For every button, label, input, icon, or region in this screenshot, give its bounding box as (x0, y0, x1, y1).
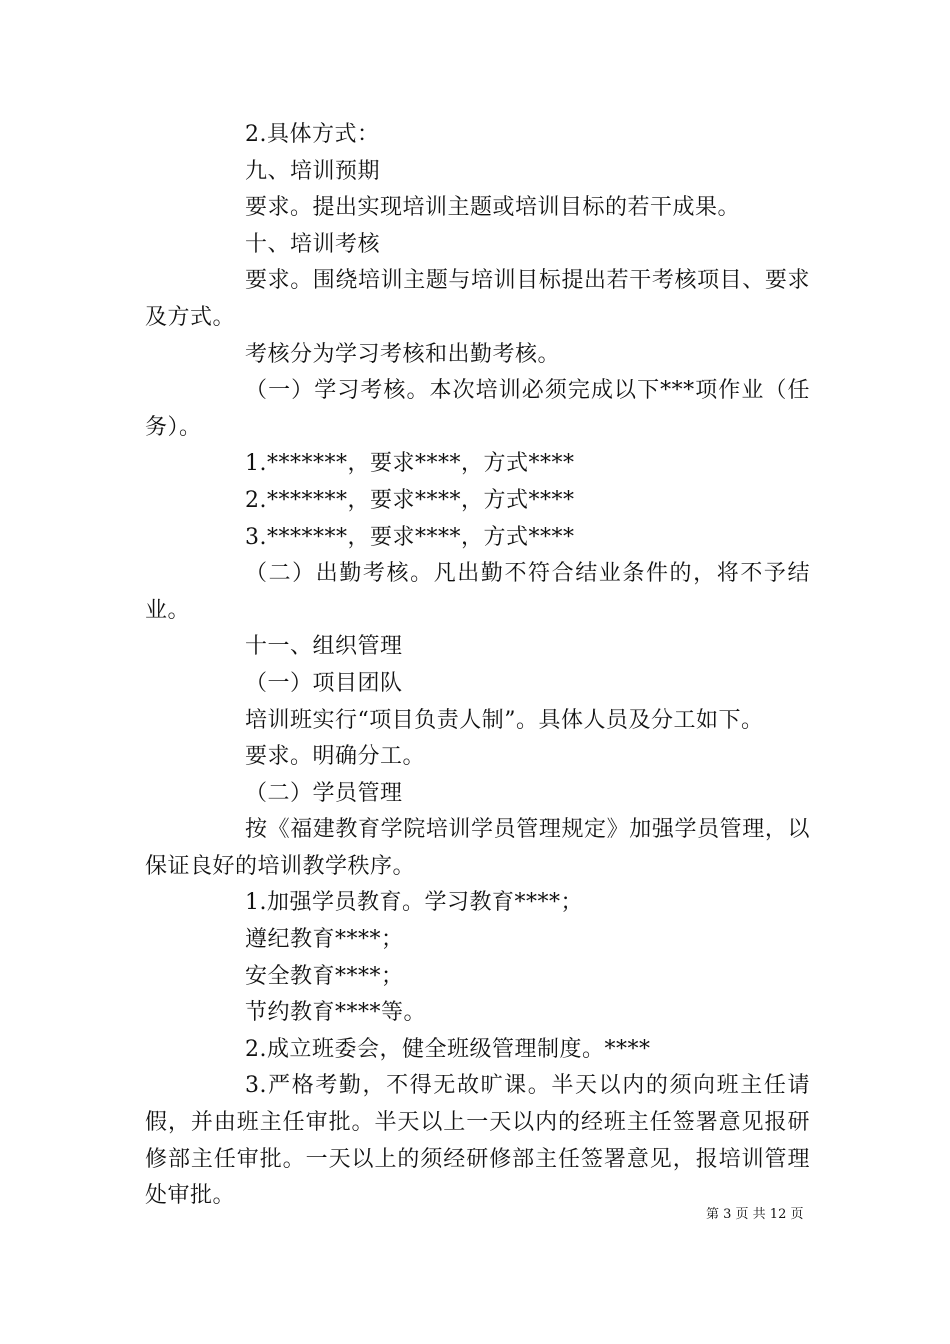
section-heading: 十、培训考核 (245, 231, 381, 257)
list-item: 1.加强学员教育。学习教育****； (245, 890, 583, 916)
paragraph: 2.具体方式： (245, 122, 380, 147)
subsection-heading: （一）项目团队 (245, 670, 403, 696)
paragraph: 要求。明确分工。 (245, 744, 426, 770)
paragraph: 按《福建教育学院培训学员管理规定》加强学员管理，以保证良好的培训教学秩序。 (145, 817, 810, 879)
paragraph: 培训班实行“项目负责人制”。具体人员及分工如下。 (245, 707, 764, 733)
paragraph: （二）出勤考核。凡出勤不符合结业条件的，将不予结业。 (145, 561, 810, 623)
list-item: 2.成立班委会，健全班级管理制度。**** (245, 1036, 651, 1062)
section-heading: 九、培训预期 (245, 158, 381, 184)
subsection-heading: （二）学员管理 (245, 780, 403, 806)
section-heading: 十一、组织管理 (245, 634, 403, 660)
list-item: 3.严格考勤，不得无故旷课。半天以内的须向班主任请假，并由班主任审批。半天以上一天以内的经班主任签署意见报研修部主任审批。一天以上的须经研修部主任签署意见，报培训管理处审批。 (145, 1073, 810, 1209)
list-item: 2.*******，要求****，方式**** (245, 487, 575, 513)
paragraph: 安全教育****； (245, 963, 404, 989)
list-item: 1.*******，要求****，方式**** (245, 451, 575, 477)
page-number-footer: 第 3 页 共 12 页 (706, 1207, 804, 1222)
document-body (145, 117, 810, 1215)
paragraph: （一）学习考核。本次培训必须完成以下***项作业（任务）。 (145, 378, 810, 440)
paragraph: 要求。提出实现培训主题或培训目标的若干成果。 (245, 195, 741, 221)
paragraph: 遵纪教育****； (245, 927, 404, 953)
paragraph: 考核分为学习考核和出勤考核。 (245, 341, 561, 367)
list-item: 3.*******，要求****，方式**** (245, 524, 575, 550)
paragraph: 节约教育****等。 (245, 1000, 427, 1026)
paragraph: 要求。围绕培训主题与培训目标提出若干考核项目、要求及方式。 (145, 268, 810, 330)
